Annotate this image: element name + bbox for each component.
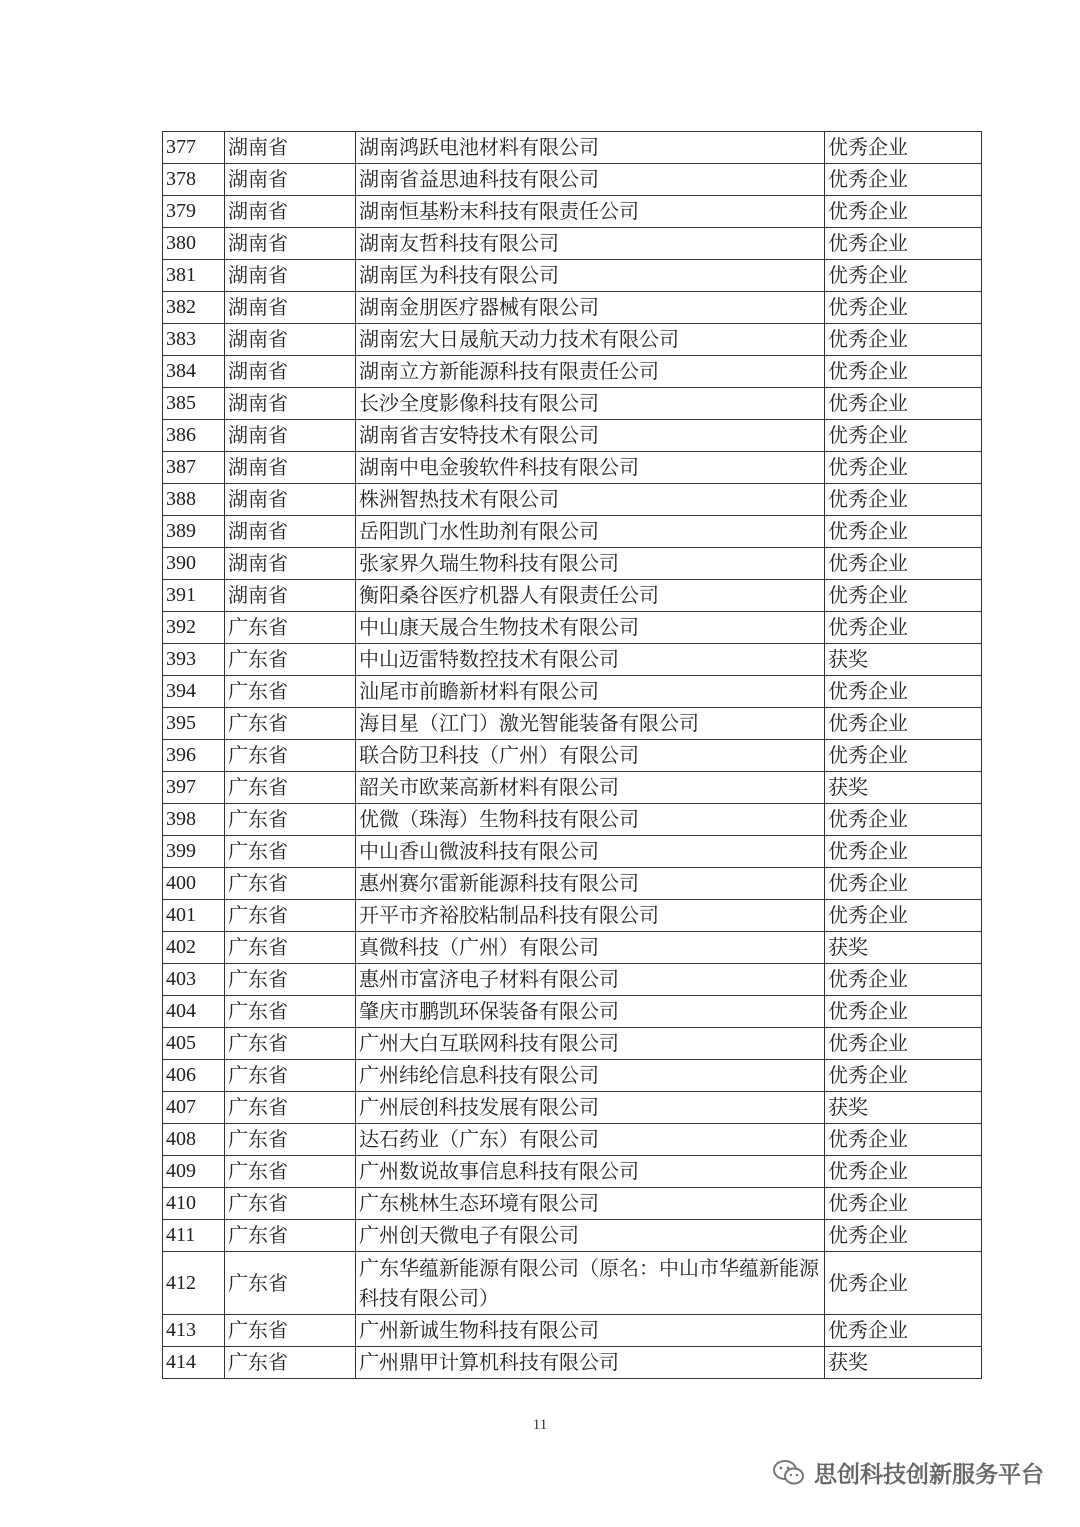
table-row bbox=[163, 452, 982, 484]
award-cell: 获奖 bbox=[825, 772, 982, 804]
table-row bbox=[163, 516, 982, 548]
award-cell: 优秀企业 bbox=[825, 612, 982, 644]
award-cell: 优秀企业 bbox=[825, 964, 982, 996]
award-cell: 优秀企业 bbox=[825, 516, 982, 548]
row-number: 378 bbox=[163, 164, 225, 196]
table-row bbox=[163, 1124, 982, 1156]
province-cell: 湖南省 bbox=[225, 164, 356, 196]
row-number: 381 bbox=[163, 260, 225, 292]
table-row bbox=[163, 324, 982, 356]
province-cell: 广东省 bbox=[225, 1092, 356, 1124]
row-number: 387 bbox=[163, 452, 225, 484]
company-name-cell: 湖南友哲科技有限公司 bbox=[356, 228, 825, 260]
table-row bbox=[163, 196, 982, 228]
company-name-cell: 张家界久瑞生物科技有限公司 bbox=[356, 548, 825, 580]
province-cell: 广东省 bbox=[225, 708, 356, 740]
table-row bbox=[163, 644, 982, 676]
company-name-cell: 联合防卫科技（广州）有限公司 bbox=[356, 740, 825, 772]
row-number: 382 bbox=[163, 292, 225, 324]
row-number: 393 bbox=[163, 644, 225, 676]
table-row bbox=[163, 1220, 982, 1252]
row-number: 404 bbox=[163, 996, 225, 1028]
table-row bbox=[163, 1252, 982, 1315]
watermark-text: 思创科技创新服务平台 bbox=[814, 1462, 1044, 1488]
table-row bbox=[163, 580, 982, 612]
award-cell: 优秀企业 bbox=[825, 740, 982, 772]
table-row bbox=[163, 964, 982, 996]
row-number: 385 bbox=[163, 388, 225, 420]
row-number: 396 bbox=[163, 740, 225, 772]
watermark bbox=[772, 1456, 1044, 1489]
company-name-cell: 衡阳桑谷医疗机器人有限责任公司 bbox=[356, 580, 825, 612]
company-name-cell: 湖南省吉安特技术有限公司 bbox=[356, 420, 825, 452]
award-cell: 优秀企业 bbox=[825, 196, 982, 228]
table-row bbox=[163, 1060, 982, 1092]
award-cell: 优秀企业 bbox=[825, 676, 982, 708]
award-cell: 优秀企业 bbox=[825, 804, 982, 836]
award-cell: 优秀企业 bbox=[825, 324, 982, 356]
company-name-cell: 岳阳凯门水性助剂有限公司 bbox=[356, 516, 825, 548]
province-cell: 广东省 bbox=[225, 1156, 356, 1188]
award-cell: 优秀企业 bbox=[825, 900, 982, 932]
award-cell: 获奖 bbox=[825, 1347, 982, 1379]
table-row bbox=[163, 1188, 982, 1220]
province-cell: 广东省 bbox=[225, 740, 356, 772]
province-cell: 广东省 bbox=[225, 1188, 356, 1220]
province-cell: 湖南省 bbox=[225, 292, 356, 324]
award-cell: 获奖 bbox=[825, 1092, 982, 1124]
table-row bbox=[163, 228, 982, 260]
company-name-cell: 中山康天晟合生物技术有限公司 bbox=[356, 612, 825, 644]
company-name-cell: 广州纬纶信息科技有限公司 bbox=[356, 1060, 825, 1092]
province-cell: 广东省 bbox=[225, 868, 356, 900]
award-cell: 优秀企业 bbox=[825, 164, 982, 196]
company-name-cell: 湖南省益思迪科技有限公司 bbox=[356, 164, 825, 196]
company-name-cell: 中山香山微波科技有限公司 bbox=[356, 836, 825, 868]
company-name-cell: 湖南宏大日晟航天动力技术有限公司 bbox=[356, 324, 825, 356]
table-row bbox=[163, 548, 982, 580]
award-cell: 优秀企业 bbox=[825, 868, 982, 900]
row-number: 405 bbox=[163, 1028, 225, 1060]
table-row bbox=[163, 1092, 982, 1124]
company-name-cell: 开平市齐裕胶粘制品科技有限公司 bbox=[356, 900, 825, 932]
province-cell: 湖南省 bbox=[225, 324, 356, 356]
company-name-cell: 肇庆市鹏凯环保装备有限公司 bbox=[356, 996, 825, 1028]
award-cell: 优秀企业 bbox=[825, 1060, 982, 1092]
table-row bbox=[163, 804, 982, 836]
row-number: 389 bbox=[163, 516, 225, 548]
province-cell: 广东省 bbox=[225, 644, 356, 676]
award-cell: 优秀企业 bbox=[825, 1124, 982, 1156]
company-name-cell: 惠州赛尔雷新能源科技有限公司 bbox=[356, 868, 825, 900]
company-name-cell: 优微（珠海）生物科技有限公司 bbox=[356, 804, 825, 836]
table-row bbox=[163, 260, 982, 292]
row-number: 402 bbox=[163, 932, 225, 964]
award-cell: 优秀企业 bbox=[825, 388, 982, 420]
row-number: 408 bbox=[163, 1124, 225, 1156]
row-number: 386 bbox=[163, 420, 225, 452]
company-name-cell: 湖南鸿跃电池材料有限公司 bbox=[356, 132, 825, 164]
company-name-cell: 株洲智热技术有限公司 bbox=[356, 484, 825, 516]
company-name-cell: 湖南金朋医疗器械有限公司 bbox=[356, 292, 825, 324]
award-cell: 优秀企业 bbox=[825, 1156, 982, 1188]
award-cell: 优秀企业 bbox=[825, 228, 982, 260]
row-number: 395 bbox=[163, 708, 225, 740]
province-cell: 湖南省 bbox=[225, 260, 356, 292]
company-name-cell: 达石药业（广东）有限公司 bbox=[356, 1124, 825, 1156]
award-cell: 优秀企业 bbox=[825, 1252, 982, 1315]
table-row bbox=[163, 900, 982, 932]
table-row bbox=[163, 1156, 982, 1188]
award-cell: 优秀企业 bbox=[825, 580, 982, 612]
table-row bbox=[163, 388, 982, 420]
award-cell: 优秀企业 bbox=[825, 420, 982, 452]
row-number: 391 bbox=[163, 580, 225, 612]
row-number: 411 bbox=[163, 1220, 225, 1252]
award-cell: 优秀企业 bbox=[825, 1315, 982, 1347]
row-number: 377 bbox=[163, 132, 225, 164]
province-cell: 广东省 bbox=[225, 1124, 356, 1156]
company-name-cell: 广东华蕴新能源有限公司（原名：中山市华蕴新能源科技有限公司） bbox=[356, 1252, 825, 1315]
company-name-cell: 长沙全度影像科技有限公司 bbox=[356, 388, 825, 420]
company-name-cell: 湖南匡为科技有限公司 bbox=[356, 260, 825, 292]
province-cell: 湖南省 bbox=[225, 580, 356, 612]
row-number: 406 bbox=[163, 1060, 225, 1092]
province-cell: 广东省 bbox=[225, 964, 356, 996]
company-name-cell: 广州新诚生物科技有限公司 bbox=[356, 1315, 825, 1347]
row-number: 397 bbox=[163, 772, 225, 804]
award-cell: 优秀企业 bbox=[825, 1220, 982, 1252]
province-cell: 广东省 bbox=[225, 804, 356, 836]
province-cell: 广东省 bbox=[225, 772, 356, 804]
table-row bbox=[163, 164, 982, 196]
province-cell: 广东省 bbox=[225, 612, 356, 644]
table-row bbox=[163, 740, 982, 772]
province-cell: 广东省 bbox=[225, 1060, 356, 1092]
company-name-cell: 汕尾市前瞻新材料有限公司 bbox=[356, 676, 825, 708]
company-name-cell: 惠州市富济电子材料有限公司 bbox=[356, 964, 825, 996]
table-row bbox=[163, 484, 982, 516]
row-number: 388 bbox=[163, 484, 225, 516]
company-name-cell: 广州大白互联网科技有限公司 bbox=[356, 1028, 825, 1060]
row-number: 390 bbox=[163, 548, 225, 580]
award-cell: 优秀企业 bbox=[825, 292, 982, 324]
row-number: 401 bbox=[163, 900, 225, 932]
table-row bbox=[163, 420, 982, 452]
table-row bbox=[163, 708, 982, 740]
award-cell: 优秀企业 bbox=[825, 260, 982, 292]
province-cell: 广东省 bbox=[225, 836, 356, 868]
table-row bbox=[163, 836, 982, 868]
row-number: 403 bbox=[163, 964, 225, 996]
company-name-cell: 湖南恒基粉末科技有限责任公司 bbox=[356, 196, 825, 228]
company-name-cell: 中山迈雷特数控技术有限公司 bbox=[356, 644, 825, 676]
province-cell: 湖南省 bbox=[225, 356, 356, 388]
province-cell: 广东省 bbox=[225, 1347, 356, 1379]
wechat-icon bbox=[772, 1459, 806, 1487]
row-number: 380 bbox=[163, 228, 225, 260]
company-name-cell: 广州辰创科技发展有限公司 bbox=[356, 1092, 825, 1124]
table-row bbox=[163, 132, 982, 164]
page-number: 11 bbox=[532, 1417, 548, 1433]
province-cell: 广东省 bbox=[225, 1252, 356, 1315]
province-cell: 湖南省 bbox=[225, 452, 356, 484]
row-number: 413 bbox=[163, 1315, 225, 1347]
row-number: 410 bbox=[163, 1188, 225, 1220]
award-cell: 优秀企业 bbox=[825, 132, 982, 164]
row-number: 394 bbox=[163, 676, 225, 708]
row-number: 409 bbox=[163, 1156, 225, 1188]
award-cell: 优秀企业 bbox=[825, 548, 982, 580]
company-name-cell: 真微科技（广州）有限公司 bbox=[356, 932, 825, 964]
company-name-cell: 广州数说故事信息科技有限公司 bbox=[356, 1156, 825, 1188]
table-row bbox=[163, 1028, 982, 1060]
row-number: 392 bbox=[163, 612, 225, 644]
province-cell: 广东省 bbox=[225, 932, 356, 964]
province-cell: 湖南省 bbox=[225, 516, 356, 548]
table-row bbox=[163, 868, 982, 900]
row-number: 383 bbox=[163, 324, 225, 356]
row-number: 384 bbox=[163, 356, 225, 388]
province-cell: 广东省 bbox=[225, 900, 356, 932]
table-row bbox=[163, 1315, 982, 1347]
company-name-cell: 韶关市欧莱高新材料有限公司 bbox=[356, 772, 825, 804]
award-cell: 获奖 bbox=[825, 644, 982, 676]
table-row bbox=[163, 1347, 982, 1379]
award-cell: 优秀企业 bbox=[825, 836, 982, 868]
province-cell: 广东省 bbox=[225, 996, 356, 1028]
table-row bbox=[163, 292, 982, 324]
table-row bbox=[163, 996, 982, 1028]
row-number: 407 bbox=[163, 1092, 225, 1124]
row-number: 412 bbox=[163, 1252, 225, 1315]
row-number: 379 bbox=[163, 196, 225, 228]
award-cell: 获奖 bbox=[825, 932, 982, 964]
province-cell: 湖南省 bbox=[225, 196, 356, 228]
row-number: 414 bbox=[163, 1347, 225, 1379]
award-cell: 优秀企业 bbox=[825, 452, 982, 484]
table-row bbox=[163, 676, 982, 708]
company-name-cell: 广州鼎甲计算机科技有限公司 bbox=[356, 1347, 825, 1379]
table-row bbox=[163, 932, 982, 964]
province-cell: 湖南省 bbox=[225, 228, 356, 260]
province-cell: 广东省 bbox=[225, 1028, 356, 1060]
province-cell: 广东省 bbox=[225, 1220, 356, 1252]
award-cell: 优秀企业 bbox=[825, 1028, 982, 1060]
table-row bbox=[163, 612, 982, 644]
table-body bbox=[163, 132, 982, 1379]
award-cell: 优秀企业 bbox=[825, 708, 982, 740]
province-cell: 湖南省 bbox=[225, 548, 356, 580]
award-cell: 优秀企业 bbox=[825, 356, 982, 388]
row-number: 398 bbox=[163, 804, 225, 836]
award-list-table bbox=[162, 131, 982, 1379]
table-row bbox=[163, 356, 982, 388]
province-cell: 广东省 bbox=[225, 1315, 356, 1347]
table-row bbox=[163, 772, 982, 804]
company-name-cell: 湖南中电金骏软件科技有限公司 bbox=[356, 452, 825, 484]
company-name-cell: 海目星（江门）激光智能装备有限公司 bbox=[356, 708, 825, 740]
province-cell: 湖南省 bbox=[225, 132, 356, 164]
award-cell: 优秀企业 bbox=[825, 1188, 982, 1220]
award-cell: 优秀企业 bbox=[825, 996, 982, 1028]
row-number: 400 bbox=[163, 868, 225, 900]
row-number: 399 bbox=[163, 836, 225, 868]
company-name-cell: 湖南立方新能源科技有限责任公司 bbox=[356, 356, 825, 388]
province-cell: 湖南省 bbox=[225, 420, 356, 452]
province-cell: 湖南省 bbox=[225, 388, 356, 420]
company-name-cell: 广东桃林生态环境有限公司 bbox=[356, 1188, 825, 1220]
company-name-cell: 广州创天微电子有限公司 bbox=[356, 1220, 825, 1252]
province-cell: 广东省 bbox=[225, 676, 356, 708]
award-cell: 优秀企业 bbox=[825, 484, 982, 516]
province-cell: 湖南省 bbox=[225, 484, 356, 516]
